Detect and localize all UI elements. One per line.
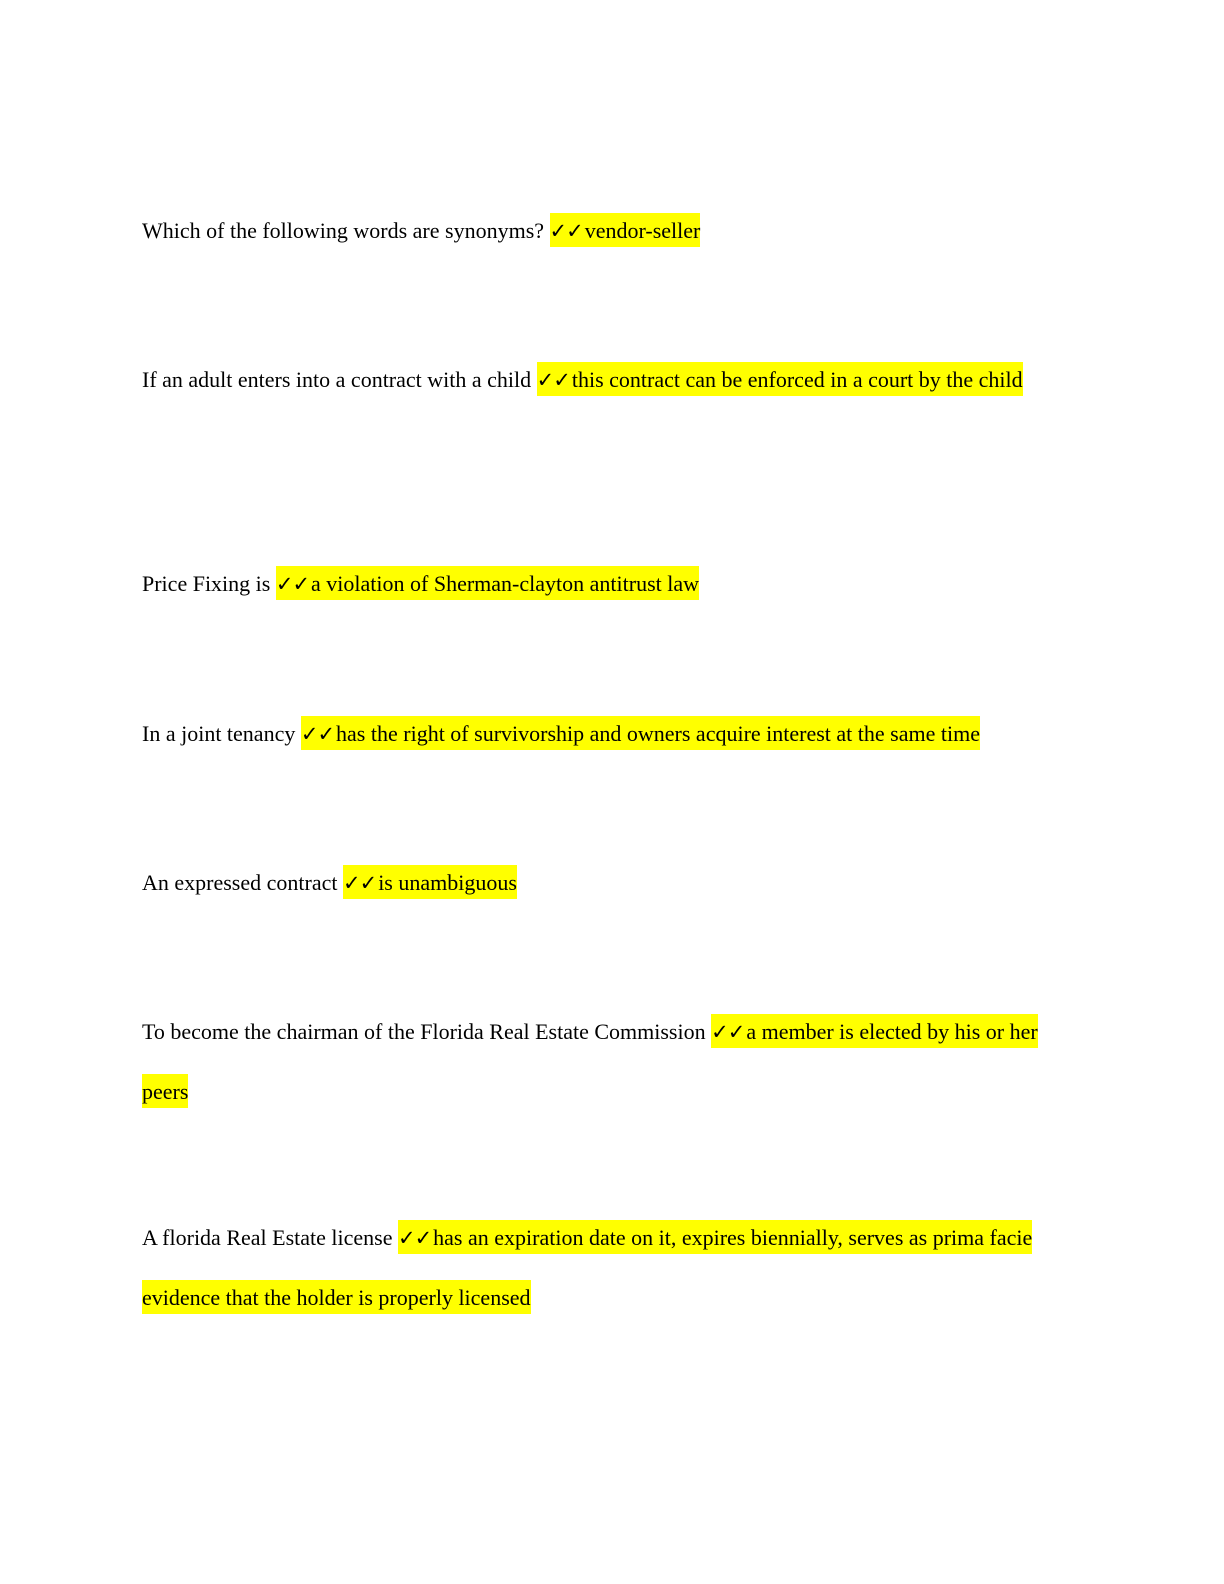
answer-highlight xyxy=(550,213,701,247)
qa-item xyxy=(142,1002,1072,1122)
answer-highlight xyxy=(301,716,980,750)
question-text: Which of the following words are synonyms? xyxy=(142,218,545,243)
double-check-icon: ✓✓ xyxy=(536,368,570,392)
double-check-icon: ✓✓ xyxy=(397,1226,432,1250)
double-check-icon: ✓✓ xyxy=(342,871,377,895)
qa-item xyxy=(142,1208,1072,1328)
question-text: In a joint tenancy xyxy=(142,721,296,746)
answer-highlight xyxy=(537,362,1023,396)
double-check-icon: ✓✓ xyxy=(549,219,583,243)
answer-text: vendor-seller xyxy=(584,218,701,243)
answer-text: has the right of survivorship and owners acquire interest at the same time xyxy=(336,721,980,746)
answer-highlight xyxy=(276,566,699,600)
qa-item xyxy=(142,704,1072,764)
answer-text: a violation of Sherman-clayton antitrust law xyxy=(311,571,700,596)
question-text: If an adult enters into a contract with a child xyxy=(142,367,532,392)
qa-item xyxy=(142,853,1072,913)
double-check-icon: ✓✓ xyxy=(711,1020,745,1044)
answer-text: is unambiguous xyxy=(378,870,517,895)
double-check-icon: ✓✓ xyxy=(275,572,310,596)
qa-item xyxy=(142,201,1072,261)
answer-text: a member is elected by his or her peers xyxy=(142,1019,1038,1104)
double-check-icon: ✓✓ xyxy=(300,722,335,746)
qa-item xyxy=(142,350,1072,410)
answer-text: this contract can be enforced in a court by the child xyxy=(571,367,1023,392)
question-text: Price Fixing is xyxy=(142,571,271,596)
question-text: To become the chairman of the Florida Real Estate Commission xyxy=(142,1019,706,1044)
answer-text: has an expiration date on it, expires biennially, serves as prima facie evidence that the holder is properly licensed xyxy=(142,1225,1033,1310)
question-text: An expressed contract xyxy=(142,870,338,895)
answer-highlight xyxy=(343,865,517,899)
qa-item xyxy=(142,554,1072,614)
question-text: A florida Real Estate license xyxy=(142,1225,393,1250)
